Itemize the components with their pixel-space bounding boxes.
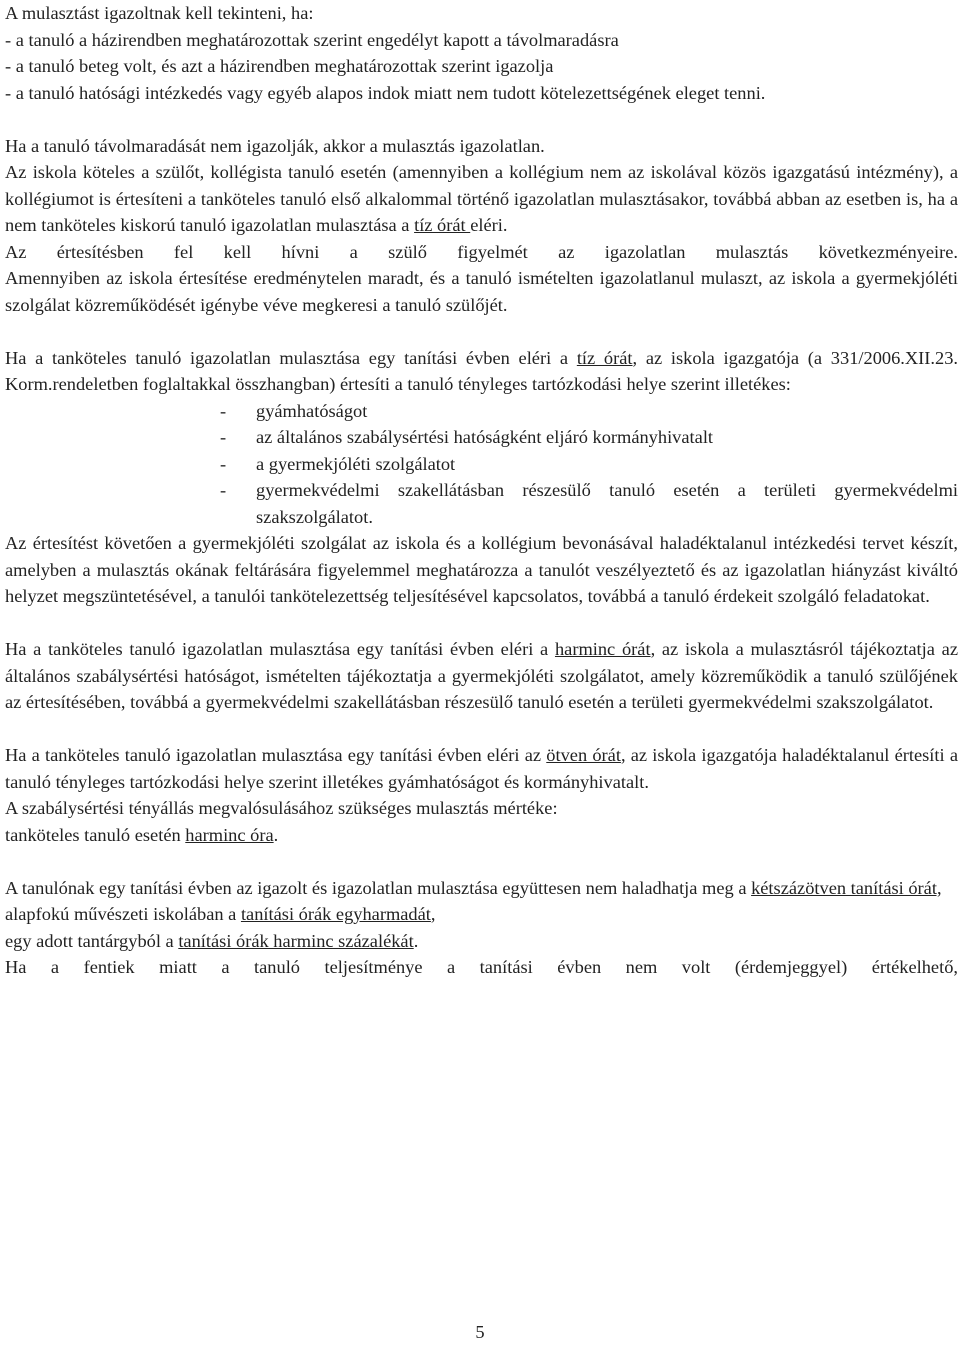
paragraph-offence-value — [5, 822, 958, 849]
text-run: . — [413, 930, 419, 951]
paragraph-ten-hours — [5, 345, 958, 398]
text-run: tanköteles tanuló esetén — [5, 824, 186, 845]
list-item — [5, 424, 958, 451]
text-run: alapfokú művészeti iskolában a — [5, 904, 241, 924]
dash-bullet: - — [220, 427, 227, 447]
paragraph-subject-limit — [5, 928, 958, 955]
text-run: , az iskola igazgatója (a 331/2006.XII.23. Korm.rendeletben foglaltakkal összhangban) értesíti a tanuló tényleges tartózkodási helye szerint illetékes: — [5, 347, 958, 394]
paragraph-justified-absence-conditions — [5, 0, 958, 106]
text-run: , az iskola igazgatója haladéktalanul értesíti a tanuló tényleges tartózkodási helye szerint illetékes gyámhatóságot és kormányhivatalt. — [5, 745, 958, 792]
underlined-text: tíz órát — [576, 347, 633, 368]
dash-bullet: - — [220, 400, 227, 421]
list-item-text: a gyermekjóléti szolgálatot — [256, 453, 456, 474]
text-run: Az iskola köteles a szülőt, kollégista tanuló esetén (amennyiben a kollégium nem az iskolával közös igazgatású intézmény), a kollégiumot is értesíteni a tanköteles tanuló első alkalommal történő igazolatlan mulasztásakor, továbbá abban az esetben is, ha a nem tanköteles kiskorú tanuló igazolatlan mulasztása a — [5, 162, 958, 235]
paragraph-thirty-hours — [5, 636, 958, 716]
paragraph-art-school-limit — [5, 901, 958, 928]
paragraph-not-assessable: Ha a fentiek miatt a tanuló teljesítménye a tanítási évben nem volt (érdemjeggyel) értékelhető, — [5, 957, 958, 977]
list-item-text: az általános szabálysértési hatóságként eljáró kormányhivatalt — [256, 427, 714, 447]
underlined-text: tanítási órák harminc százalékát — [178, 930, 414, 951]
text-run: A tanulónak egy tanítási évben az igazolt és igazolatlan mulasztása együttesen nem haladhatja meg a — [5, 877, 752, 898]
dash-bullet: - — [220, 453, 227, 474]
text-run: . — [273, 824, 279, 845]
underlined-text: harminc órát — [554, 639, 651, 659]
list-item — [5, 398, 958, 425]
paragraph-fifty-hours — [5, 742, 958, 795]
text-run: , — [430, 904, 436, 924]
condition-line: - a tanuló hatósági intézkedés vagy egyéb alapos indok miatt nem tudott kötelezettségének eleget tenni. — [5, 82, 766, 103]
condition-line: - a tanuló a házirendben meghatározottak szerint engedélyt kapott a távolmaradásra — [5, 29, 619, 50]
underlined-text: ötven órát — [546, 745, 621, 765]
paragraph-notification: Az értesítésben fel kell hívni a szülő figyelmét az igazolatlan mulasztás következményeire. — [5, 241, 958, 262]
list-item — [5, 451, 958, 478]
underlined-text: kétszázötven tanítási órát, — [751, 877, 942, 898]
condition-line: - a tanuló beteg volt, és azt a házirendben meghatározottak szerint igazolja — [5, 56, 554, 76]
paragraph-unjustified: Ha a tanuló távolmaradását nem igazolják, akkor a mulasztás igazolatlan. — [5, 135, 545, 156]
authority-list — [5, 398, 958, 531]
text-run: Ha a tanköteles tanuló igazolatlan mulasztása egy tanítási évben eléri a — [5, 347, 577, 368]
paragraph-total-absence-limit — [5, 875, 958, 902]
paragraph-school-obligation — [5, 159, 958, 239]
document-page — [5, 0, 958, 981]
dash-bullet: - — [220, 480, 227, 500]
intro-line: A mulasztást igazoltnak kell tekinteni, ha: — [5, 3, 314, 23]
paragraph-action-plan: Az értesítést követően a gyermekjóléti szolgálat az iskola és a kollégium bevonásával haladéktalanul intézkedési tervet készít, amelyben a mulasztás okának feltárására figyelemmel meghatározza a tanulót veszélyeztető és az igazolatlan hiányzást kiváltó helyzet megszüntetésével, a tanulói tankötelezettség teljesítésével kapcsolatos, továbbá a tanuló érdekeit szolgáló feladatokat. — [5, 533, 958, 606]
underlined-text: tíz órát — [414, 215, 471, 235]
list-item — [5, 477, 958, 530]
text-run: Ha a tanköteles tanuló igazolatlan mulasztása egy tanítási évben eléri az — [5, 745, 547, 765]
page-number: 5 — [475, 1322, 485, 1342]
underlined-text: harminc óra — [185, 824, 274, 845]
text-run: eléri. — [470, 215, 508, 235]
underlined-text: tanítási órák egyharmadát — [240, 904, 431, 924]
paragraph-offence-threshold: A szabálysértési tényállás megvalósulásához szükséges mulasztás mértéke: — [5, 798, 558, 818]
text-run: Ha a tanköteles tanuló igazolatlan mulasztása egy tanítási évben eléri a — [5, 639, 555, 659]
text-run: , az iskola a mulasztásról tájékoztatja az általános szabálysértési hatóságot, ismételten tájékoztatja a gyermekjóléti szolgálatot, amely közreműködik a tanuló szülőjének az értesítésében, továbbá a gyermekvédelmi szakellátásban részesülő tanuló esetén a területi gyermekvédelmi szakszolgálatot. — [5, 639, 958, 712]
list-item-text: gyámhatóságot — [256, 400, 368, 421]
paragraph-repeat-absence: Amennyiben az iskola értesítése eredménytelen maradt, és a tanuló ismételten igazolatlanul mulaszt, az iskola a gyermekjóléti szolgálat közreműködését igénybe véve megkeresi a tanuló szülőjét. — [5, 268, 958, 315]
list-item-text: gyermekvédelmi szakellátásban részesülő tanuló esetén a területi gyermekvédelmi szakszolgálatot. — [256, 480, 958, 527]
text-run: egy adott tantárgyból a — [5, 930, 179, 951]
